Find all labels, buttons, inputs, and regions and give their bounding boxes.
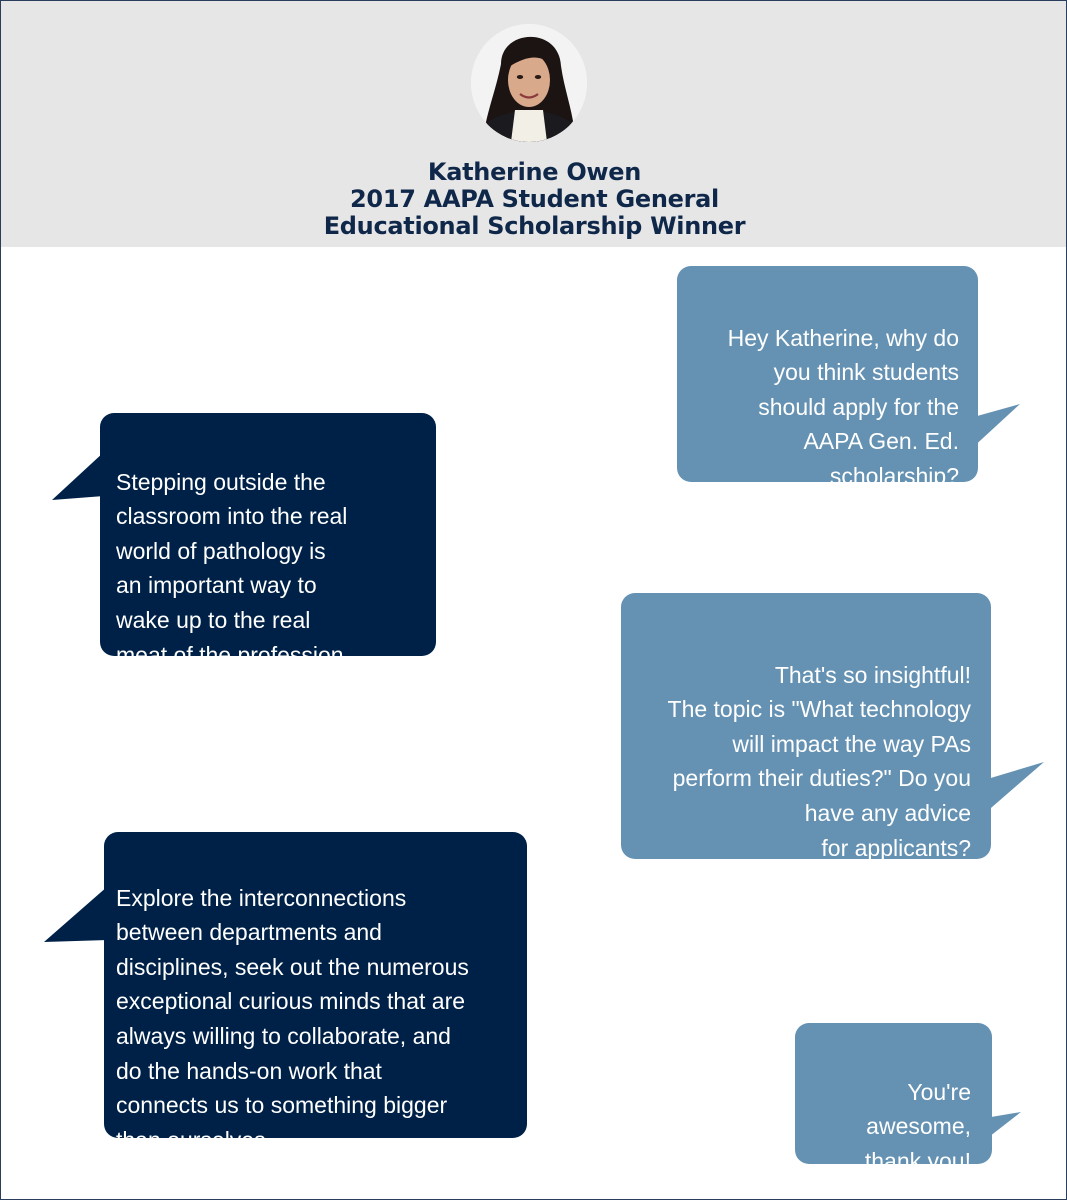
speech-tail-icon <box>970 400 1026 456</box>
award-year-line: 2017 AAPA Student General <box>350 185 719 213</box>
question-bubble <box>795 1023 992 1174</box>
profile-header <box>1 1 1066 247</box>
message-text: You're awesome, thank you! <box>864 1078 971 1174</box>
award-name-line: Educational Scholarship Winner <box>323 212 746 240</box>
question-bubble <box>621 593 991 859</box>
profile-photo-icon <box>471 24 587 142</box>
answer-bubble <box>104 832 527 1153</box>
page-title <box>1 159 1067 240</box>
speech-tail-icon <box>48 450 108 506</box>
message-text: Stepping outside the classroom into the real world of pathology is an important way to wake up to the real meat of the profession. <box>116 468 350 668</box>
speech-tail-icon <box>984 760 1048 820</box>
answer-bubble <box>100 413 436 668</box>
message-text: Explore the interconnections between departments and disciplines, seek out the numerous exceptional curious minds that are always willing to collaborate, and do the hands-on work that connects us to something bigger than ourselves. <box>116 884 469 1153</box>
avatar <box>471 24 587 142</box>
speech-tail-icon <box>40 884 112 946</box>
question-bubble <box>677 266 978 489</box>
winner-name: Katherine Owen <box>427 158 642 186</box>
message-text: Hey Katherine, why do you think students should apply for the AAPA Gen. Ed. scholarship? <box>727 324 959 489</box>
message-text: That's so insightful! The topic is "What technology will impact the way PAs perform their duties?" Do you have any advice for applicants? <box>667 661 971 861</box>
